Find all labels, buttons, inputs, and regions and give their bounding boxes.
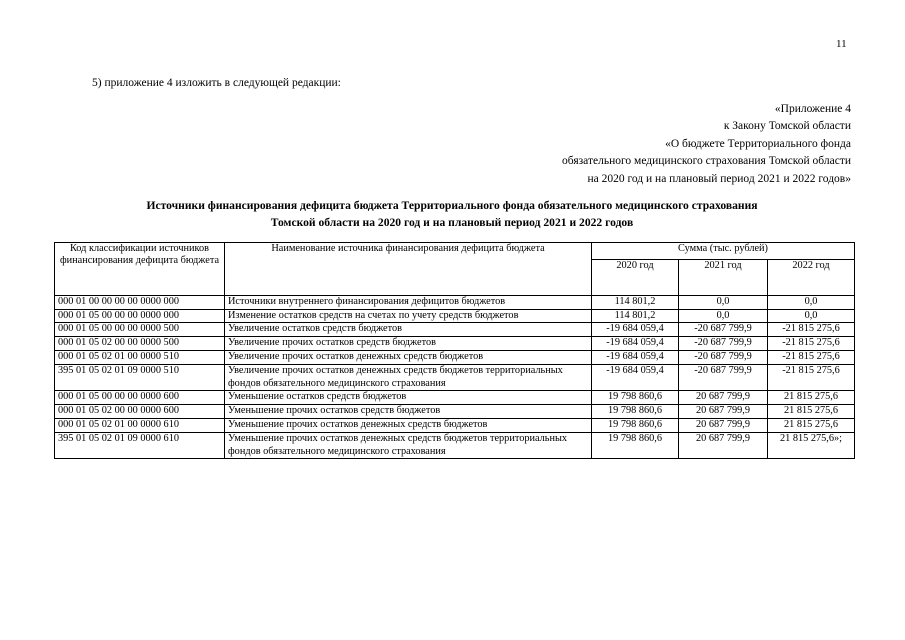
row-value-2020: 19 798 860,6 [592,405,679,419]
title-line-1: Источники финансирования дефицита бюджета Территориального фонда обязательного медицинского страхования [146,199,758,212]
table-row [55,296,855,310]
row-value-2022: -21 815 275,6 [768,351,855,365]
row-code: 395 01 05 02 01 09 0000 510 [55,365,225,391]
row-name: Уменьшение остатков средств бюджетов [225,391,592,405]
row-code: 000 01 05 00 00 00 0000 000 [55,310,225,323]
table-row [55,433,855,459]
row-name: Уменьшение прочих остатков денежных средств бюджетов территориальных фондов обязательного медицинского страхования [225,433,592,459]
table-row [55,405,855,419]
row-code: 000 01 05 02 01 00 0000 510 [55,351,225,365]
row-name: Изменение остатков средств на счетах по учету средств бюджетов [225,310,592,323]
row-value-2022: -21 815 275,6 [768,337,855,351]
row-value-2020: 19 798 860,6 [592,433,679,459]
row-value-2022: 0,0 [768,296,855,310]
table-row [55,323,855,337]
row-name: Увеличение прочих остатков средств бюджетов [225,337,592,351]
table-row [55,310,855,323]
appendix-line: «Приложение 4 [774,103,851,115]
row-value-2021: -20 687 799,9 [679,337,768,351]
row-value-2022: 21 815 275,6»; [768,433,855,459]
appendix-line: на 2020 год и на плановый период 2021 и 2022 годов» [587,172,851,185]
document-title [52,197,852,231]
header-sum: Сумма (тыс. рублей) [592,243,855,260]
funding-sources-table [54,242,855,459]
page-number: 11 [836,38,847,50]
row-name: Увеличение прочих остатков денежных средств бюджетов территориальных фондов обязательного медицинского страхования [225,365,592,391]
row-value-2020: -19 684 059,4 [592,337,679,351]
row-value-2022: 21 815 275,6 [768,419,855,433]
row-code: 395 01 05 02 01 09 0000 610 [55,433,225,459]
row-value-2021: 20 687 799,9 [679,405,768,419]
row-value-2021: -20 687 799,9 [679,323,768,337]
row-code: 000 01 05 02 00 00 0000 600 [55,405,225,419]
row-code: 000 01 05 02 00 00 0000 500 [55,337,225,351]
row-code: 000 01 05 02 01 00 0000 610 [55,419,225,433]
row-value-2020: 114 801,2 [592,310,679,323]
table-row [55,419,855,433]
appendix-line: «О бюджете Территориального фонда [665,137,851,150]
table-row [55,351,855,365]
row-value-2020: -19 684 059,4 [592,351,679,365]
amendment-intro: 5) приложение 4 изложить в следующей редакции: [92,77,341,89]
row-value-2021: -20 687 799,9 [679,351,768,365]
row-value-2021: 20 687 799,9 [679,419,768,433]
row-value-2020: -19 684 059,4 [592,323,679,337]
row-value-2022: -21 815 275,6 [768,323,855,337]
row-value-2021: -20 687 799,9 [679,365,768,391]
row-value-2021: 20 687 799,9 [679,391,768,405]
row-value-2022: 21 815 275,6 [768,405,855,419]
table-row [55,391,855,405]
header-year-2021: 2021 год [679,260,768,296]
appendix-line: обязательного медицинского страхования Томской области [562,155,851,168]
row-value-2022: -21 815 275,6 [768,365,855,391]
row-value-2020: 19 798 860,6 [592,419,679,433]
table-row [55,337,855,351]
row-value-2020: 114 801,2 [592,296,679,310]
header-year-2020: 2020 год [592,260,679,296]
row-value-2021: 0,0 [679,310,768,323]
table-row [55,365,855,391]
header-code: Код классификации источников финансирования дефицита бюджета [55,243,225,296]
row-value-2021: 20 687 799,9 [679,433,768,459]
title-line-2: Томской области на 2020 год и на плановый период 2021 и 2022 годов [270,216,634,229]
row-name: Увеличение прочих остатков денежных средств бюджетов [225,351,592,365]
row-name: Источники внутреннего финансирования дефицитов бюджетов [225,296,592,310]
appendix-header [351,101,851,188]
row-name: Увеличение остатков средств бюджетов [225,323,592,337]
row-code: 000 01 05 00 00 00 0000 600 [55,391,225,405]
row-value-2022: 21 815 275,6 [768,391,855,405]
row-value-2022: 0,0 [768,310,855,323]
row-name: Уменьшение прочих остатков средств бюджетов [225,405,592,419]
row-value-2020: 19 798 860,6 [592,391,679,405]
row-value-2020: -19 684 059,4 [592,365,679,391]
appendix-line: к Закону Томской области [723,120,851,133]
row-value-2021: 0,0 [679,296,768,310]
row-name: Уменьшение прочих остатков денежных средств бюджетов [225,419,592,433]
header-year-2022: 2022 год [768,260,855,296]
row-code: 000 01 05 00 00 00 0000 500 [55,323,225,337]
header-name: Наименование источника финансирования дефицита бюджета [225,243,592,296]
row-code: 000 01 00 00 00 00 0000 000 [55,296,225,310]
